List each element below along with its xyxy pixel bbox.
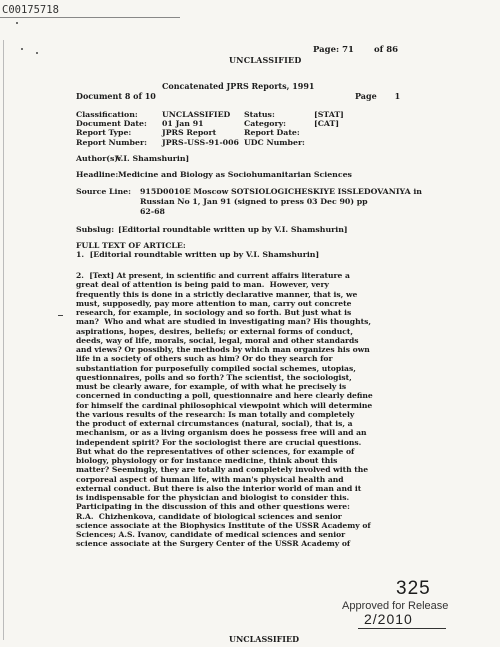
page-total-label: of 86 xyxy=(373,45,399,55)
body-line: questionnaires, polls and so forth? The scientist, the sociologist, xyxy=(76,372,352,382)
metadata-row xyxy=(76,110,344,119)
body-line: substantiation for purposefully compiled social schemes, utopias, xyxy=(76,363,356,373)
body-line: R.A. Chizhenkova, candidate of biological sciences and senior xyxy=(76,511,342,521)
meta-value xyxy=(314,138,344,147)
authors-label: Author(s): xyxy=(76,154,121,163)
body-line: the product of external circumstances (natural, social), that is, a xyxy=(76,419,353,428)
body-line: independent spirit? For the sociologist there are crucial questions. xyxy=(76,437,362,447)
body-line: life in a society of others such as him? Or do they search for xyxy=(76,354,333,364)
meta-value: UNCLASSIFIED xyxy=(162,110,231,119)
meta-key: Report Number: xyxy=(76,137,147,147)
body-line: research, for example, in sociology and so forth. But just what is xyxy=(76,308,352,317)
meta-value: [STAT] xyxy=(314,110,344,119)
metadata-row xyxy=(76,119,344,128)
approval-date-underline xyxy=(358,628,446,629)
body-line: science associate at the Biophysics Institute of the USSR Academy of xyxy=(76,520,371,530)
body-line: matter? Seemingly, they are totally and completely involved with the xyxy=(76,465,369,475)
headline-label: Headline: xyxy=(76,170,119,179)
paragraph-1: 1. [Editorial roundtable written up by V.I. Shamshurin] xyxy=(76,250,320,259)
body-line: man? Who and what are studied in investigating man? His thoughts, xyxy=(76,317,372,327)
body-line: frequently this is done in a strictly declarative manner, that is, we xyxy=(76,289,358,299)
classification-bottom: UNCLASSIFIED xyxy=(229,634,300,644)
body-line: concerned in conducting a poll, questionnaire and here clearly define xyxy=(76,391,373,401)
body-line: for himself the cardinal philosophical viewpoint which will determine xyxy=(76,400,373,410)
document-page-number: 1 xyxy=(394,91,401,101)
source-line-label: Source Line: xyxy=(76,187,131,196)
meta-value xyxy=(314,128,344,137)
body-line: mechanism, or as a living organism does he possess free will and an xyxy=(76,428,367,438)
page-indicator xyxy=(313,45,398,55)
meta-value: JPRS Report xyxy=(162,128,217,138)
source-line-block xyxy=(76,187,422,217)
meta-value: 01 Jan 91 xyxy=(162,119,204,129)
approved-for-release-stamp: Approved for Release xyxy=(342,600,449,612)
body-line: 2. [Text] At present, in scientific and current affairs literature a xyxy=(76,271,350,280)
body-line: external conduct. But there is also the interior world of man and it xyxy=(76,483,362,493)
body-line: But what do the representatives of other sciences, for example of xyxy=(76,446,355,456)
scan-speck xyxy=(16,22,18,24)
body-line: and views? Or possibly, the methods by which man organizes his own xyxy=(76,345,370,354)
headline-line xyxy=(76,170,352,180)
meta-key: UDC Number: xyxy=(244,137,305,147)
meta-value: JPRS-USS-91-006 xyxy=(162,137,239,147)
authors-value: V.I. Shamshurin] xyxy=(116,154,190,163)
meta-key: Category: xyxy=(244,119,286,129)
authors-line xyxy=(76,154,189,164)
document-page-label: Page xyxy=(355,91,377,101)
approval-date: 2/2010 xyxy=(364,611,413,627)
scan-speck xyxy=(36,52,38,54)
source-line-value xyxy=(140,187,422,217)
metadata-row xyxy=(76,138,344,147)
margin-mark xyxy=(58,315,63,316)
body-line: Participating in the discussion of this and other questions were: xyxy=(76,502,350,512)
subslug-label: Subslug: xyxy=(76,225,115,234)
headline-value: Medicine and Biology as Sociohumanitarian Sciences xyxy=(118,170,352,179)
body-line: great deal of attention is being paid to man. However, very xyxy=(76,280,329,290)
meta-key: Report Type: xyxy=(76,128,132,138)
header-rule xyxy=(0,17,180,18)
body-line: the various results of the research: Is man totally and completely xyxy=(76,409,355,419)
body-line: deeds, way of life, morals, social, legal, moral and other standards xyxy=(76,335,359,345)
document-counter: Document 8 of 10 xyxy=(76,91,156,101)
body-line: aspirations, hopes, desires, beliefs; or external forms of conduct, xyxy=(76,326,354,336)
classification-top: UNCLASSIFIED xyxy=(229,55,302,65)
report-title: Concatenated JPRS Reports, 1991 xyxy=(162,81,315,91)
full-text-heading: FULL TEXT OF ARTICLE: xyxy=(76,241,186,250)
source-line-text: Russian No 1, Jan 91 (signed to press 03 Dec 90) pp xyxy=(140,197,368,206)
body-line: biology, physiology or for instance medicine, think about this xyxy=(76,456,338,465)
body-line: must be clearly aware, for example, of with what he precisely is xyxy=(76,382,347,391)
subslug-line xyxy=(76,225,348,235)
subslug-value: [Editorial roundtable written up by V.I. Shamshurin] xyxy=(118,225,348,234)
meta-value: [CAT] xyxy=(314,119,340,129)
handwritten-page-number: 325 xyxy=(396,578,431,599)
document-page xyxy=(355,91,400,101)
scan-speck xyxy=(21,48,23,50)
metadata-row xyxy=(76,128,344,137)
body-line: must, supposedly, pay more attention to man, carry out concrete xyxy=(76,298,352,308)
meta-key: Report Date: xyxy=(244,128,300,138)
source-line-text: 915D0010E Moscow SOTSIOLOGICHESKIYE ISSLEDOVANIYA in xyxy=(140,187,422,196)
page-of-label: Page: 71 xyxy=(313,45,354,55)
article-body xyxy=(76,271,482,549)
body-line: is indispensable for the physician and biologist to consider this. xyxy=(76,493,350,502)
meta-key: Classification: xyxy=(76,110,138,119)
body-line: Sciences; A.S. Ivanov, candidate of medical sciences and senior xyxy=(76,530,346,539)
source-line-text: 62-68 xyxy=(140,207,165,216)
metadata-table xyxy=(76,110,344,147)
body-line: corporeal aspect of human life, with man's physical health and xyxy=(76,474,344,484)
body-line: science associate at the Surgery Center of the USSR Academy of xyxy=(76,539,351,549)
meta-key: Status: xyxy=(244,110,275,119)
meta-key: Document Date: xyxy=(76,119,147,129)
left-scan-edge xyxy=(3,40,4,640)
document-control-number: C00175718 xyxy=(2,4,59,16)
